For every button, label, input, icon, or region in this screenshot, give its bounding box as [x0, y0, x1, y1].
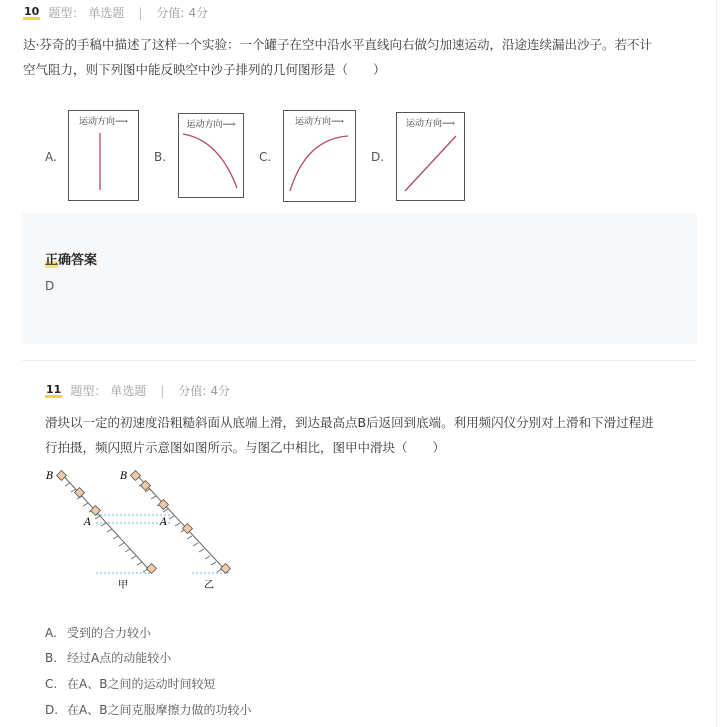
q10-option-b-label[interactable]: B.: [154, 150, 167, 164]
q11-choice-b-text: 经过A点的动能较小: [67, 651, 172, 665]
q11-right-label-b: B: [120, 471, 128, 482]
q10-option-a-figure[interactable]: [68, 110, 139, 201]
q10-option-a-caption: 运动方向⟶: [79, 117, 128, 127]
q10-option-c-curve: [284, 111, 355, 201]
q10-option-b-figure[interactable]: [178, 113, 244, 198]
q10-score-label: 分值:: [156, 6, 185, 20]
q10-type: 单选题: [88, 6, 125, 20]
q10-option-a-curve: [69, 111, 138, 200]
q11-choice-a[interactable]: [45, 624, 151, 641]
q11-score: 4分: [210, 384, 231, 398]
q11-choice-c-key: C.: [45, 677, 58, 691]
q10-score: 4分: [188, 6, 209, 20]
q11-score-label: 分值:: [178, 384, 207, 398]
q10-option-a-label[interactable]: A.: [45, 150, 57, 164]
q10-option-c-label[interactable]: C.: [259, 150, 272, 164]
q11-separator: |: [160, 383, 165, 398]
q10-answer-title-highlight: 正: [45, 253, 59, 268]
q11-left-label-b: B: [46, 471, 54, 482]
q10-option-b-caption: 运动方向⟶: [186, 120, 236, 130]
q10-option-d-curve: [397, 113, 464, 200]
q11-choice-d-text: 在A、B之间克服摩擦力做的功较小: [67, 703, 252, 717]
q11-choice-c[interactable]: [45, 675, 215, 692]
q11-choice-a-text: 受到的合力较小: [67, 626, 152, 640]
q10-option-d-figure[interactable]: [396, 112, 465, 201]
q11-left-label-a: A: [84, 517, 92, 528]
q10-option-b-curve: [179, 114, 243, 197]
q11-choice-b-key: B.: [45, 651, 58, 665]
question-divider: [22, 360, 697, 361]
q11-choice-d[interactable]: [45, 701, 251, 718]
q10-option-d-caption: 运动方向⟶: [406, 119, 455, 129]
q10-answer-title-rest: 确答案: [58, 253, 98, 268]
q11-number: 11: [46, 382, 62, 396]
q11-left-caption: 甲: [118, 580, 128, 591]
q10-option-d-label[interactable]: D.: [371, 150, 385, 164]
q11-choice-b[interactable]: [45, 649, 171, 666]
q11-choice-a-key: A.: [45, 626, 57, 640]
q10-answer-panel: [22, 213, 697, 344]
q11-right-label-a: A: [160, 517, 168, 528]
q10-option-c-caption: 运动方向⟶: [295, 117, 344, 127]
q10-answer-title: [45, 249, 97, 268]
q11-type: 单选题: [110, 384, 147, 398]
q10-answer-value: D: [45, 279, 55, 293]
q10-question-text: 达·芬奇的手稿中描述了这样一个实验：一个罐子在空中沿水平直线向右做匀加速运动，沿途连续漏出沙子。若不计空气阻力，则下列图中能反映空中沙子排列的几何图形是（ ）: [23, 37, 652, 77]
q11-type-label: 题型：: [70, 384, 107, 398]
q11-choice-d-key: D.: [45, 703, 59, 717]
q10-header: [23, 4, 208, 21]
q11-choice-c-text: 在A、B之间的运动时间较短: [67, 677, 216, 691]
q10-type-label: 题型：: [48, 6, 85, 20]
q10-option-c-figure[interactable]: [283, 110, 356, 202]
scroll-edge: [716, 0, 717, 727]
q10-separator: |: [138, 5, 143, 20]
q11-question-text: 滑块以一定的初速度沿粗糙斜面从底端上滑，到达最高点B后返回到底端。利用频闪仪分别对上滑和下滑过程进行拍摄，频闪照片示意图如图所示。与图乙中相比，图甲中滑块（ ）: [45, 415, 654, 455]
q11-right-caption: 乙: [204, 580, 214, 591]
q11-header: [45, 382, 230, 399]
q11-incline-figure: [44, 467, 244, 592]
q10-number: 10: [24, 4, 40, 18]
